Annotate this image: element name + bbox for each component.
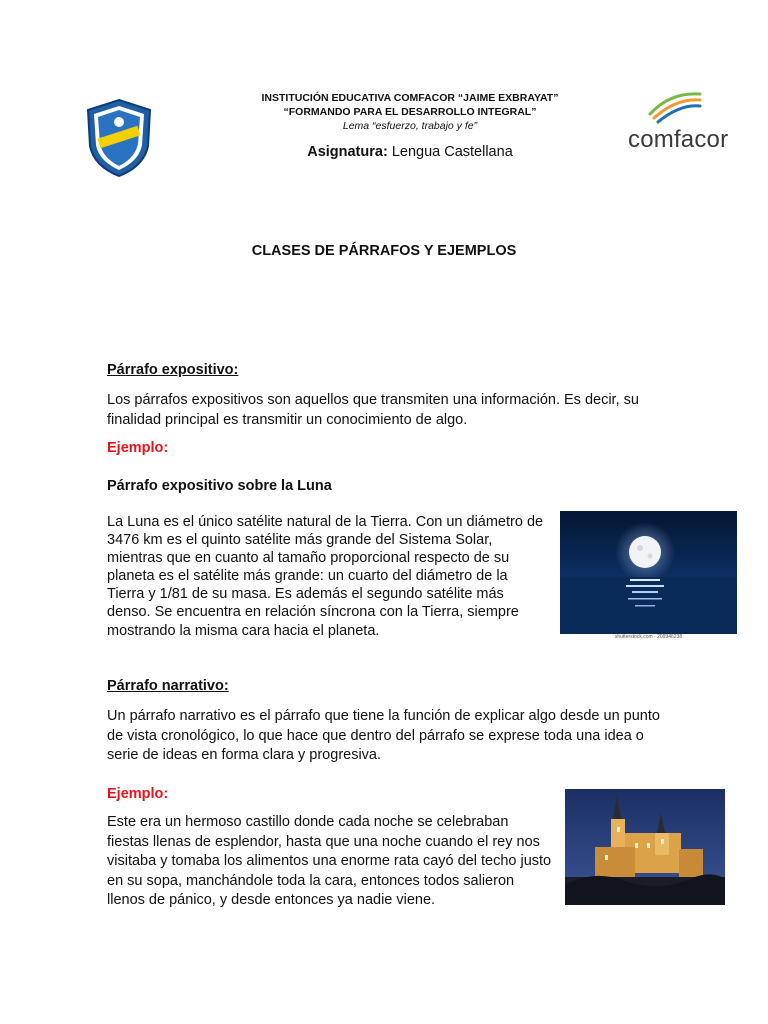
institution-header [200, 91, 620, 133]
subject-value: Lengua Castellana [387, 144, 513, 160]
institution-name: INSTITUCIÓN EDUCATIVA COMFACOR “JAIME EXBRAYAT” [261, 92, 559, 104]
school-shield-logo [84, 98, 154, 178]
expositivo-example-label: Ejemplo: [107, 440, 169, 456]
subject-label: Asignatura: [307, 144, 388, 160]
narrativo-example-text: Este era un hermoso castillo donde cada noche se celebraban fiestas llenas de esplendor, hasta que una noche cuando el rey nos visitaba y tomaba los alimentos una enorme rata cayó del techo justo en su sopa, manchándole toda la cara, entonces todos salieron llenos de pánico, y desde entonces ya nadie viene. [107, 814, 552, 909]
comfacor-logo [624, 88, 734, 154]
expositivo-heading: Párrafo expositivo: [107, 362, 239, 378]
subject-line [200, 144, 620, 160]
narrativo-heading: Párrafo narrativo: [107, 678, 229, 694]
expositivo-example-text: La Luna es el único satélite natural de la Tierra. Con un diámetro de 3476 km es el quinto satélite más grande del Sistema Solar, mientras que en cuanto al tamaño proporcional respecto de su planeta es el satélite más grande: un cuarto del diámetro de la Tierra y 1/81 de su masa. Es además el segundo satélite más denso. Se encuentra en relación síncrona con la Tierra, siempre mostrando la misma cara hacia el planeta. [107, 514, 544, 639]
expositivo-definition: Los párrafos expositivos son aquellos que transmiten una información. Es decir, su finalidad principal es transmitir un conocimiento de algo. [107, 392, 639, 428]
institution-lema: Lema “esfuerzo, trabajo y fe” [342, 120, 478, 132]
expositivo-example-title: Párrafo expositivo sobre la Luna [107, 478, 332, 494]
narrativo-definition: Un párrafo narrativo es el párrafo que tiene la función de explicar algo desde un punto de vista cronológico, lo que hace que dentro del párrafo se exprese toda una idea o serie de ideas en forma clara y progresiva. [107, 708, 660, 764]
moon-image-caption: shutterstock.com · 209946238 [614, 634, 683, 640]
brand-name: comfacor [628, 126, 729, 153]
comfacor-swoosh-logo [624, 88, 734, 128]
institution-motto: “FORMANDO PARA EL DESARROLLO INTEGRAL” [283, 106, 537, 118]
moon-over-sea-image [560, 511, 737, 634]
document-title: CLASES DE PÁRRAFOS Y EJEMPLOS [251, 243, 517, 259]
castle-at-night-image [565, 789, 725, 905]
narrativo-example-label: Ejemplo: [107, 786, 169, 802]
